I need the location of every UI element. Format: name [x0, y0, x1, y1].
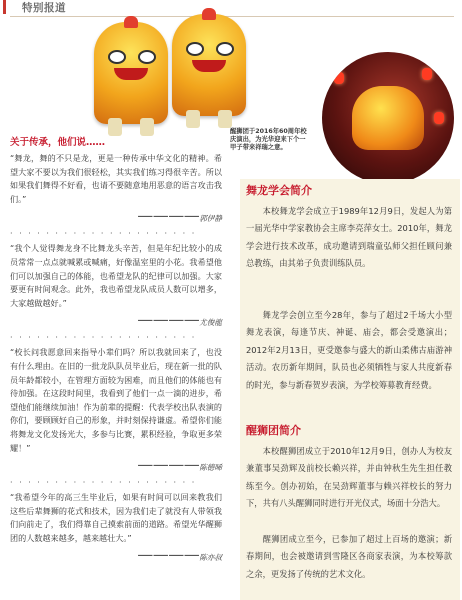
- quote-author: 尤俊龍: [199, 318, 222, 328]
- lion-head: [352, 86, 424, 150]
- lion-figure: [94, 22, 168, 124]
- lion-horn: [202, 8, 216, 20]
- quote-author: 陈亦叔: [199, 553, 222, 563]
- stage-photo: [322, 52, 454, 184]
- quote-attribution: ————尤俊龍: [137, 310, 222, 330]
- lion-eye: [108, 50, 126, 64]
- quotes-heading: 关于传承，他们说……: [10, 137, 106, 148]
- divider-dots: · · · · · · · · · · · · · · · · · · · · ·: [10, 229, 197, 239]
- divider-dots: · · · · · · · · · · · · · · · · · · · · ·: [10, 333, 197, 343]
- lion-mouth: [114, 68, 148, 80]
- lion-figure: [172, 14, 246, 116]
- lion-mouth: [192, 60, 226, 72]
- lion-club-title: 醒狮团简介: [246, 424, 301, 437]
- lantern-icon: [422, 68, 432, 80]
- quote-text: “我个人觉得舞龙身不比舞龙头辛苦，但是年纪比较小的成员常常一点点就喊累或喊痛，好像温室里的小花。我希望他们可以加强自己的体能，也希望龙队的纪律可以加强。大家要更有时间观念。此外，我也希望龙队成员人数可以增多，大家越做越好。”: [10, 243, 222, 308]
- club-intro-panel: [240, 179, 460, 600]
- lion-eye: [186, 42, 204, 56]
- quote-author: 郭伊静: [199, 214, 222, 224]
- lion-eye: [216, 42, 234, 56]
- quote-author: 陈德晞: [199, 463, 222, 473]
- section-label: 特别报道: [22, 2, 66, 14]
- lion-club-paragraph: 本校醒狮团成立于2010年12月9日，创办人为校友兼董事吴劲辉及前校长赖兴祥，并由钟秋生先生担任教练至今。创办初始，在吴劲辉董事与赖兴祥校长的努力下，共有八头醒狮同时进行开光仪式，场面十分浩大。: [246, 446, 452, 509]
- photo-caption: 醒狮团于2016年60周年校庆演出，为光华迎来下个一甲子带来祥瑞之意。: [230, 128, 307, 152]
- lion-club-paragraph: 醒狮团成立至今，已参加了超过上百场的邀演；新春期间，也会被邀请到雪隆区各商家表演，为本校筹款之余，更发扬了传统的艺术文化。: [246, 534, 452, 579]
- quote-attribution: ————陈德晞: [137, 455, 222, 475]
- quotes-column: [10, 134, 222, 564]
- dragon-club-paragraph: 舞龙学会创立至今28年，参与了超过2千场大小型舞龙表演，每逢节庆、神诞、庙会，都会受邀演出；2012年2月13日，更受邀参与盛大的新山柔佛古庙游神活动。农历新年期间，队员也必须牺牲与家人共度新春的时光，参与新春贺岁表演，为学校筹募教育经费。: [246, 310, 452, 390]
- dragon-club-title: 舞龙学会简介: [246, 184, 312, 197]
- quote-text: “舞龙，舞的不只是龙，更是一种传承中华文化的精神。希望大家不要以为我们很轻松，其实我们练习得很辛苦。所以如果我们舞得不好看，也请不要随意地用恶意的语言攻击我们。”: [10, 153, 222, 204]
- header-accent-bar: [3, 0, 6, 14]
- lantern-icon: [434, 112, 444, 124]
- divider-dots: · · · · · · · · · · · · · · · · · · · · ·: [10, 478, 197, 488]
- lion-dance-photo: [88, 12, 250, 130]
- dancer-leg: [186, 110, 200, 128]
- lantern-icon: [334, 72, 344, 84]
- quote-text: “我希望今年的高三生毕业后，如果有时间可以回来教我们这些后辈舞狮的花式和技术，因为我们走了就没有人带领我们向前走了，我们得靠自己摸索前面的道路。希望光华醒狮团的人数越来越多，越来越壮大。”: [10, 492, 222, 543]
- dancer-leg: [218, 110, 232, 128]
- quote-attribution: ————郭伊静: [137, 206, 222, 226]
- dragon-club-paragraph: 本校舞龙学会成立于1989年12月9日，发起人为第一届光华中学家教协会主席李亮萍女士。2010年，舞龙学会进行技术改革，成功邀请到瑞童弘师父担任顾问兼总教练，由其弟子负责训练队员。: [246, 206, 452, 269]
- quote-attribution: ————陈亦叔: [137, 545, 222, 565]
- quote-text: “校长问我愿意回来指导小辈们吗？所以我就回来了，也没有什么理由。在旧的一批龙队队员毕业后，现在新一批的队员年龄都较小，在管理方面较为困难，而且他们的体能也有待加强。在这段时间里，我看到了他们一点一滴的进步，希望他们能继续加油！作为前辈的提醒：代表学校出队表演的你们，要顾顾好自己的形象，并时刻保持谦虚。希望你们能将舞龙文化发扬光大，多参与比赛，累积经验，争取更多荣耀！”: [10, 347, 222, 453]
- lion-eye: [138, 50, 156, 64]
- lion-horn: [124, 16, 138, 28]
